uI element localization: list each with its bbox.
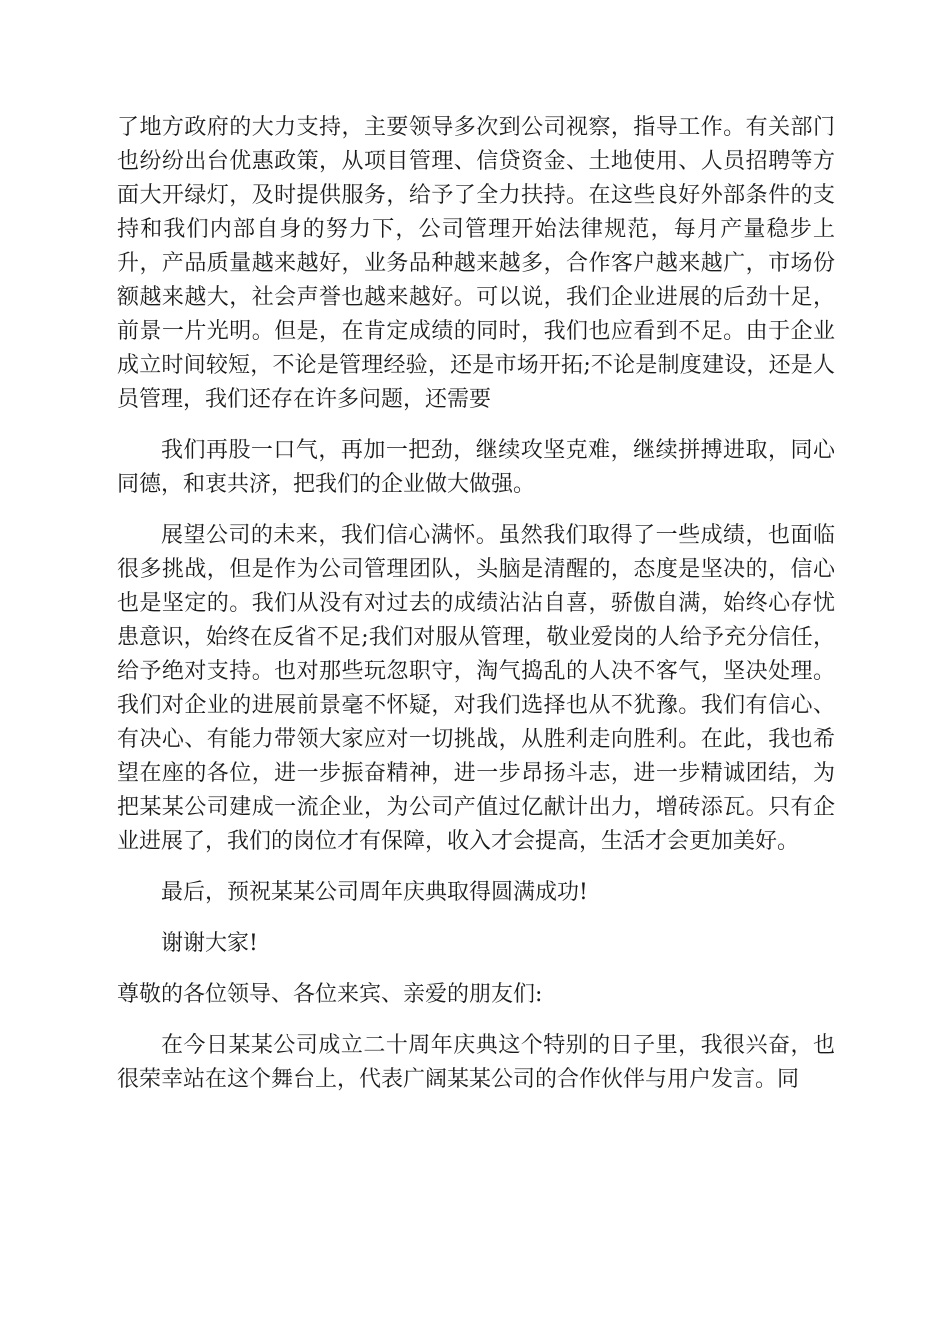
paragraph-7: 在今日某某公司成立二十周年庆典这个特别的日子里，我很兴奋，也很荣幸站在这个舞台上，代表广阔某某公司的合作伙伴与用户发言。同 (117, 1033, 835, 1092)
paragraph-3: 展望公司的未来，我们信心满怀。虽然我们取得了一些成绩，也面临很多挑战，但是作为公司管理团队，头脑是清醒的，态度是坚决的，信心也是坚定的。我们从没有对过去的成绩沾沾自喜，骄傲自满，始终心存忧患意识，始终在反省不足;我们对服从管理，敬业爱岗的人给予充分信任，给予绝对支持。也对那些玩忽职守，淘气捣乱的人决不客气，坚决处理。我们对企业的进展前景毫不怀疑，对我们选择也从不犹豫。我们有信心、有决心、有能力带领大家应对一切挑战，从胜利走向胜利。在此，我也希望在座的各位，进一步振奋精神，进一步昂扬斗志，进一步精诚团结，为把某某公司建成一流企业，为公司产值过亿献计出力，增砖添瓦。只有企业进展了，我们的岗位才有保障，收入才会提高，生活才会更加美好。 (117, 523, 835, 854)
paragraph-5: 谢谢大家! (161, 931, 258, 956)
document-page (117, 111, 835, 1114)
paragraph-2: 我们再股一口气，再加一把劲，继续攻坚克难，继续拼搏进取，同心同德，和衷共济，把我们的企业做大做强。 (117, 438, 835, 497)
paragraph-1: 了地方政府的大力支持，主要领导多次到公司视察，指导工作。有关部门也纷纷出台优惠政策，从项目管理、信贷资金、土地使用、人员招聘等方面大开绿灯，及时提供服务，给予了全力扶持。在这些良好外部条件的支持和我们内部自身的努力下，公司管理开始法律规范，每月产量稳步上升，产品质量越来越好，业务品种越来越多，合作客户越来越广，市场份额越来越大，社会声誉也越来越好。可以说，我们企业进展的后劲十足，前景一片光明。但是，在肯定成绩的同时，我们也应看到不足。由于企业成立时间较短，不论是管理经验，还是市场开拓;不论是制度建设，还是人员管理，我们还存在许多问题，还需要 (117, 115, 835, 412)
paragraph-4: 最后，预祝某某公司周年庆典取得圆满成功! (161, 880, 588, 905)
paragraph-6: 尊敬的各位领导、各位来宾、亲爱的朋友们: (117, 982, 543, 1007)
